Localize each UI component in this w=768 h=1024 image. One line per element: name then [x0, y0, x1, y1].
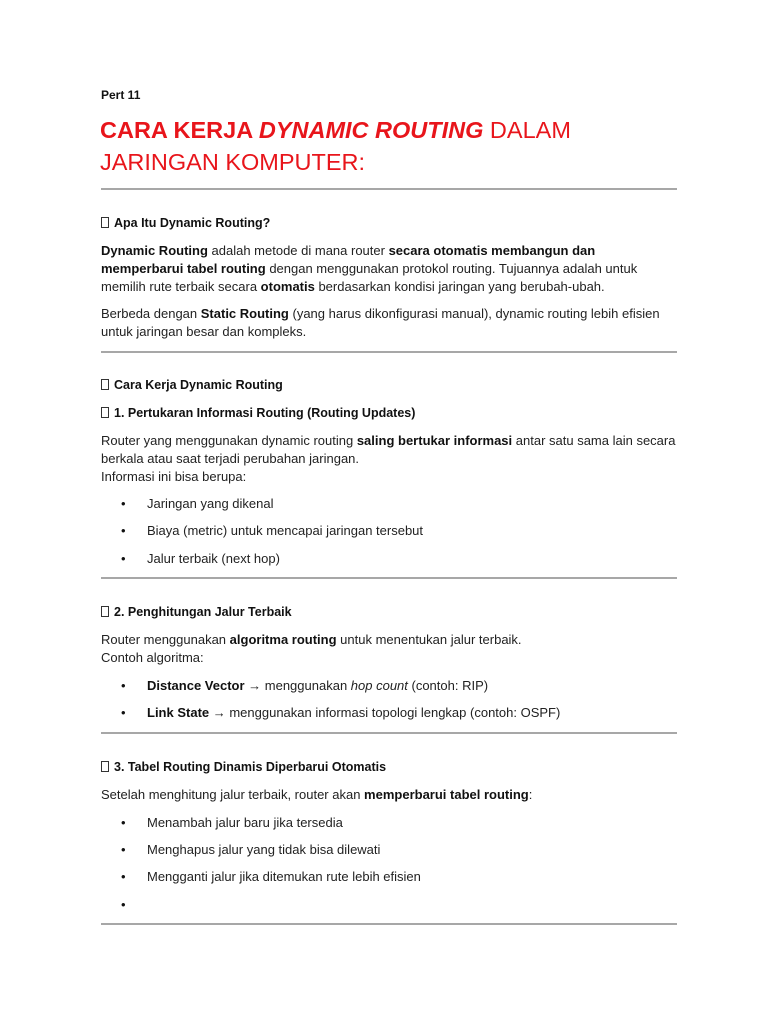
text: → menggunakan informasi topologi lengkap (contoh: OSPF)	[209, 705, 561, 720]
paragraph	[101, 786, 681, 804]
text: (contoh: RIP)	[407, 678, 489, 693]
emoji-placeholder-icon	[101, 217, 109, 228]
page-title	[100, 114, 680, 178]
emoji-placeholder-icon	[101, 379, 109, 390]
list-item	[121, 896, 147, 914]
bullet-icon	[121, 522, 147, 540]
section-heading	[101, 216, 270, 230]
list-item-text: Biaya (metric) untuk mencapai jaringan tersebut	[147, 523, 424, 538]
list-item	[121, 841, 380, 859]
paragraph	[101, 432, 681, 486]
bullet-icon	[121, 677, 147, 695]
emoji-placeholder-icon	[101, 761, 109, 772]
bold-text: Dynamic Routing	[101, 243, 208, 258]
bold-text: Link State	[147, 705, 210, 720]
bold-text: memperbarui tabel routing	[364, 787, 529, 802]
title-part-1: CARA KERJA	[100, 117, 259, 143]
subsection-heading-text: 2. Penghitungan Jalur Terbaik	[114, 605, 292, 619]
subsection-heading	[101, 605, 292, 619]
paragraph	[101, 305, 681, 341]
bold-text: algoritma routing	[229, 632, 337, 647]
bold-text: otomatis	[260, 279, 315, 294]
text: :	[528, 787, 533, 802]
text: berdasarkan kondisi jaringan yang berubah-ubah.	[314, 279, 605, 294]
bullet-icon	[121, 495, 147, 513]
text: → menggunakan	[244, 678, 351, 693]
bold-text: Static Routing	[200, 306, 289, 321]
bold-text: Distance Vector	[147, 678, 245, 693]
bold-text: secara otomatis membangun dan memperbarui tabel routing	[101, 243, 596, 276]
list-item	[121, 868, 421, 886]
title-part-2: DYNAMIC ROUTING	[258, 117, 484, 143]
divider	[101, 577, 677, 579]
text: Router menggunakan	[101, 632, 230, 647]
text: Contoh algoritma:	[101, 650, 204, 665]
text: untuk menentukan jalur terbaik.	[336, 632, 522, 647]
list-item	[121, 522, 423, 540]
paragraph	[101, 631, 681, 667]
page-label: Pert 11	[101, 88, 141, 102]
list-item-text: Jaringan yang dikenal	[147, 496, 274, 511]
divider	[101, 351, 677, 353]
divider	[101, 923, 677, 925]
text: (yang harus dikonfigurasi manual), dynamic routing lebih efisien untuk jaringan besar dan kompleks.	[101, 306, 660, 339]
section-heading	[101, 378, 283, 392]
subsection-heading-text: 3. Tabel Routing Dinamis Diperbarui Otomatis	[114, 760, 387, 774]
title-part-3: DALAM JARINGAN KOMPUTER:	[100, 117, 571, 175]
list-item-text: Jalur terbaik (next hop)	[147, 551, 280, 566]
bullet-icon	[121, 896, 147, 914]
text: Informasi ini bisa berupa:	[101, 469, 247, 484]
subsection-heading-text: 1. Pertukaran Informasi Routing (Routing Updates)	[114, 406, 416, 420]
divider	[101, 732, 677, 734]
text: dengan menggunakan protokol routing. Tujuannya adalah untuk memilih rute terbaik secara	[101, 261, 638, 294]
emoji-placeholder-icon	[101, 407, 109, 418]
list-item-text: Mengganti jalur jika ditemukan rute lebih efisien	[147, 869, 421, 884]
text: Setelah menghitung jalur terbaik, router akan	[101, 787, 365, 802]
list-item	[121, 677, 488, 695]
divider	[101, 188, 677, 190]
list-item-text: Menambah jalur baru jika tersedia	[147, 815, 343, 830]
bullet-icon	[121, 868, 147, 886]
list-item	[121, 495, 273, 513]
list-item	[121, 814, 343, 832]
text: Router yang menggunakan dynamic routing	[101, 433, 357, 448]
text: Berbeda dengan	[101, 306, 201, 321]
bullet-icon	[121, 841, 147, 859]
section-heading-text: Apa Itu Dynamic Routing?	[114, 216, 271, 230]
italic-text: hop count	[350, 678, 408, 693]
subsection-heading	[101, 406, 415, 420]
bold-text: saling bertukar informasi	[356, 433, 513, 448]
list-item	[121, 550, 280, 568]
paragraph	[101, 242, 681, 296]
list-item-text: Menghapus jalur yang tidak bisa dilewati	[147, 842, 381, 857]
text: adalah metode di mana router	[207, 243, 389, 258]
bullet-icon	[121, 704, 147, 722]
text: antar satu sama lain secara berkala atau saat terjadi perubahan jaringan.	[101, 433, 676, 466]
bullet-icon	[121, 550, 147, 568]
emoji-placeholder-icon	[101, 606, 109, 617]
subsection-heading	[101, 760, 386, 774]
section-heading-text: Cara Kerja Dynamic Routing	[114, 378, 283, 392]
list-item	[121, 704, 560, 722]
bullet-icon	[121, 814, 147, 832]
